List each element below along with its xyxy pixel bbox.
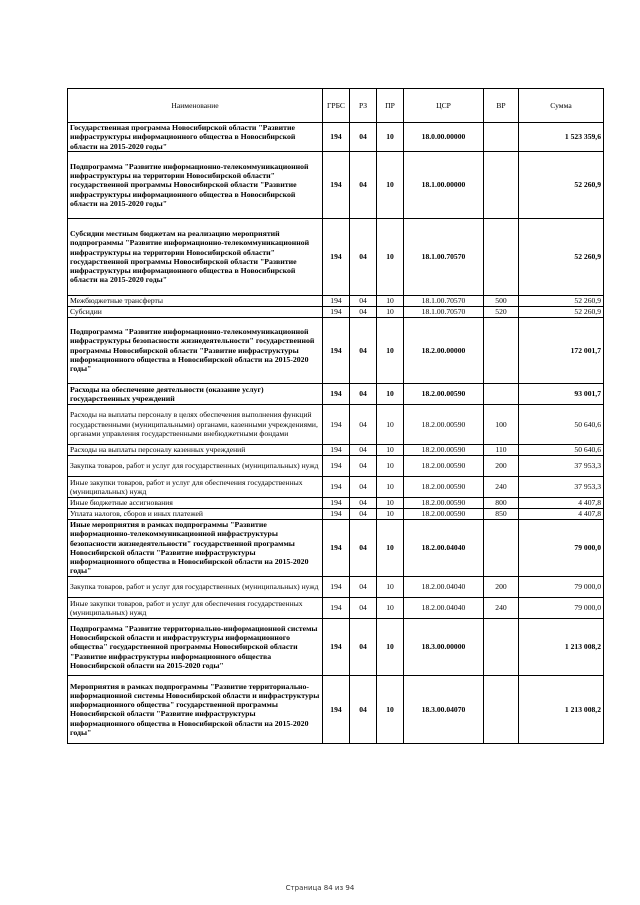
- cell-csr: 18.2.00.00590: [404, 455, 484, 476]
- cell-pr: 10: [377, 497, 404, 508]
- cell-grbs: 194: [323, 123, 350, 152]
- cell-csr: 18.2.00.04040: [404, 576, 484, 597]
- cell-pr: 10: [377, 519, 404, 576]
- cell-name: Субсидии местным бюджетам на реализацию мероприятий подпрограммы "Развитие информационно-телекоммуникационной инфраструктуры на территории Новосибирской области" государственной программы Новосибирской области "Развитие инфраструктуры информационного общества в Новосибирской области на 2015-2020 годы": [68, 218, 323, 295]
- cell-rz: 04: [350, 444, 377, 455]
- cell-csr: 18.2.00.00590: [404, 508, 484, 519]
- cell-csr: 18.2.00.00590: [404, 444, 484, 455]
- cell-csr: 18.2.00.00590: [404, 476, 484, 497]
- header-name: Наименование: [68, 89, 323, 123]
- cell-pr: 10: [377, 317, 404, 383]
- cell-rz: 04: [350, 618, 377, 675]
- cell-name: Закупка товаров, работ и услуг для государственных (муниципальных) нужд: [68, 455, 323, 476]
- cell-sum: 79 000,0: [519, 519, 604, 576]
- cell-pr: 10: [377, 508, 404, 519]
- table-row: [68, 455, 604, 476]
- cell-grbs: 194: [323, 508, 350, 519]
- cell-vr: [484, 123, 519, 152]
- header-rz: РЗ: [350, 89, 377, 123]
- cell-rz: 04: [350, 404, 377, 444]
- cell-pr: 10: [377, 597, 404, 618]
- cell-pr: 10: [377, 444, 404, 455]
- cell-name: Уплата налогов, сборов и иных платежей: [68, 508, 323, 519]
- table-row: [68, 519, 604, 576]
- cell-csr: 18.1.00.70570: [404, 306, 484, 317]
- table-row: [68, 618, 604, 675]
- cell-pr: 10: [377, 295, 404, 306]
- header-csr: ЦСР: [404, 89, 484, 123]
- cell-sum: 50 640,6: [519, 404, 604, 444]
- cell-name: Иные закупки товаров, работ и услуг для обеспечения государственных (муниципальных) нужд: [68, 597, 323, 618]
- cell-name: Субсидии: [68, 306, 323, 317]
- cell-rz: 04: [350, 455, 377, 476]
- cell-grbs: 194: [323, 295, 350, 306]
- cell-sum: 37 953,3: [519, 455, 604, 476]
- table-row: [68, 151, 604, 218]
- cell-grbs: 194: [323, 444, 350, 455]
- cell-pr: 10: [377, 306, 404, 317]
- cell-csr: 18.2.00.00000: [404, 317, 484, 383]
- cell-csr: 18.1.00.70570: [404, 218, 484, 295]
- header-pr: ПР: [377, 89, 404, 123]
- cell-vr: [484, 317, 519, 383]
- cell-rz: 04: [350, 306, 377, 317]
- cell-pr: 10: [377, 618, 404, 675]
- cell-rz: 04: [350, 497, 377, 508]
- table-row: [68, 404, 604, 444]
- cell-grbs: 194: [323, 317, 350, 383]
- table-row: [68, 444, 604, 455]
- cell-name: Иные мероприятия в рамках подпрограммы "Развитие информационно-телекоммуникационной инфраструктуры безопасности жизнедеятельности" государственной программы Новосибирской области "Развитие инфраструктуры информационного общества в Новосибирской области на 2015-2020 годы": [68, 519, 323, 576]
- cell-grbs: 194: [323, 476, 350, 497]
- cell-name: Межбюджетные трансферты: [68, 295, 323, 306]
- cell-csr: 18.3.00.04070: [404, 675, 484, 743]
- cell-rz: 04: [350, 476, 377, 497]
- table-row: [68, 675, 604, 743]
- cell-grbs: 194: [323, 218, 350, 295]
- cell-sum: 4 407,8: [519, 497, 604, 508]
- cell-name: Государственная программа Новосибирской области "Развитие инфраструктуры информационного общества в Новосибирской области на 2015-2020 годы": [68, 123, 323, 152]
- cell-sum: 50 640,6: [519, 444, 604, 455]
- cell-vr: [484, 151, 519, 218]
- cell-sum: 4 407,8: [519, 508, 604, 519]
- cell-pr: 10: [377, 576, 404, 597]
- cell-pr: 10: [377, 218, 404, 295]
- cell-name: Подпрограмма "Развитие территориально-информационной системы Новосибирской области и инфраструктуры информационного общества" государственной программы Новосибирской области "Развитие инфраструктуры информационного общества Новосибирской области на 2015-2020 годы": [68, 618, 323, 675]
- cell-sum: 52 260,9: [519, 218, 604, 295]
- cell-grbs: 194: [323, 455, 350, 476]
- cell-rz: 04: [350, 519, 377, 576]
- cell-rz: 04: [350, 508, 377, 519]
- header-grbs: ГРБС: [323, 89, 350, 123]
- cell-sum: 52 260,9: [519, 295, 604, 306]
- cell-name: Мероприятия в рамках подпрограммы "Развитие территориально-информационной системы Новосибирской области и инфраструктуры информационного общества" государственной программы Новосибирской области "Развитие инфраструктуры информационного общества в Новосибирской области на 2015-2020 годы": [68, 675, 323, 743]
- cell-pr: 10: [377, 675, 404, 743]
- cell-vr: 240: [484, 597, 519, 618]
- cell-pr: 10: [377, 123, 404, 152]
- cell-rz: 04: [350, 383, 377, 404]
- table-row: [68, 476, 604, 497]
- cell-pr: 10: [377, 476, 404, 497]
- cell-grbs: 194: [323, 576, 350, 597]
- header-sum: Сумма: [519, 89, 604, 123]
- table-row: [68, 508, 604, 519]
- cell-sum: 52 260,9: [519, 151, 604, 218]
- cell-csr: 18.2.00.04040: [404, 519, 484, 576]
- cell-name: Иные бюджетные ассигнования: [68, 497, 323, 508]
- cell-rz: 04: [350, 151, 377, 218]
- cell-csr: 18.2.00.00590: [404, 497, 484, 508]
- cell-sum: 172 001,7: [519, 317, 604, 383]
- cell-name: Расходы на выплаты персоналу в целях обеспечения выполнения функций государственными (муниципальными) органами, казенными учреждениями, органами управления государственными внебюджетными фондами: [68, 404, 323, 444]
- cell-vr: 240: [484, 476, 519, 497]
- cell-vr: 200: [484, 455, 519, 476]
- cell-sum: 79 000,0: [519, 597, 604, 618]
- cell-csr: 18.1.00.00000: [404, 151, 484, 218]
- cell-rz: 04: [350, 123, 377, 152]
- cell-sum: 37 953,3: [519, 476, 604, 497]
- page-number-footer: Страница 84 из 94: [285, 884, 355, 892]
- table-row: [68, 218, 604, 295]
- cell-pr: 10: [377, 151, 404, 218]
- table-header-row: [68, 89, 604, 123]
- cell-rz: 04: [350, 317, 377, 383]
- cell-sum: 93 001,7: [519, 383, 604, 404]
- cell-grbs: 194: [323, 597, 350, 618]
- cell-name: Подпрограмма "Развитие информационно-телекоммуникационной инфраструктуры безопасности жизнедеятельности" государственной программы Новосибирской области "Развитие инфраструктуры информационного общества в Новосибирской области на 2015-2020 годы": [68, 317, 323, 383]
- cell-sum: 79 000,0: [519, 576, 604, 597]
- cell-grbs: 194: [323, 383, 350, 404]
- cell-vr: 200: [484, 576, 519, 597]
- cell-csr: 18.1.00.70570: [404, 295, 484, 306]
- table-row: [68, 597, 604, 618]
- cell-rz: 04: [350, 675, 377, 743]
- cell-vr: [484, 383, 519, 404]
- cell-vr: [484, 218, 519, 295]
- cell-pr: 10: [377, 383, 404, 404]
- cell-vr: 500: [484, 295, 519, 306]
- budget-table: [67, 88, 604, 744]
- cell-rz: 04: [350, 597, 377, 618]
- table-row: [68, 306, 604, 317]
- cell-sum: 1 213 008,2: [519, 675, 604, 743]
- cell-name: Расходы на обеспечение деятельности (оказание услуг) государственных учреждений: [68, 383, 323, 404]
- cell-vr: [484, 519, 519, 576]
- cell-csr: 18.2.00.00590: [404, 383, 484, 404]
- table-body: [68, 123, 604, 744]
- table-row: [68, 497, 604, 508]
- cell-vr: [484, 618, 519, 675]
- cell-rz: 04: [350, 295, 377, 306]
- cell-grbs: 194: [323, 618, 350, 675]
- table-row: [68, 317, 604, 383]
- cell-rz: 04: [350, 576, 377, 597]
- cell-sum: 1 213 008,2: [519, 618, 604, 675]
- cell-csr: 18.2.00.00590: [404, 404, 484, 444]
- cell-pr: 10: [377, 404, 404, 444]
- cell-grbs: 194: [323, 306, 350, 317]
- cell-csr: 18.3.00.00000: [404, 618, 484, 675]
- cell-rz: 04: [350, 218, 377, 295]
- cell-vr: 110: [484, 444, 519, 455]
- cell-name: Подпрограмма "Развитие информационно-телекоммуникационной инфраструктуры на территории Новосибирской области" государственной программы Новосибирской области "Развитие инфраструктуры информационного общества в Новосибирской области на 2015-2020 годы": [68, 151, 323, 218]
- cell-name: Иные закупки товаров, работ и услуг для обеспечения государственных (муниципальных) нужд: [68, 476, 323, 497]
- header-vr: ВР: [484, 89, 519, 123]
- cell-vr: 800: [484, 497, 519, 508]
- cell-grbs: 194: [323, 519, 350, 576]
- cell-sum: 1 523 359,6: [519, 123, 604, 152]
- cell-vr: 520: [484, 306, 519, 317]
- cell-vr: [484, 675, 519, 743]
- cell-vr: 100: [484, 404, 519, 444]
- table-row: [68, 576, 604, 597]
- cell-csr: 18.2.00.04040: [404, 597, 484, 618]
- table-row: [68, 123, 604, 152]
- cell-grbs: 194: [323, 497, 350, 508]
- cell-name: Закупка товаров, работ и услуг для государственных (муниципальных) нужд: [68, 576, 323, 597]
- table-row: [68, 295, 604, 306]
- table-row: [68, 383, 604, 404]
- cell-grbs: 194: [323, 675, 350, 743]
- cell-name: Расходы на выплаты персоналу казенных учреждений: [68, 444, 323, 455]
- cell-sum: 52 260,9: [519, 306, 604, 317]
- cell-csr: 18.0.00.00000: [404, 123, 484, 152]
- cell-pr: 10: [377, 455, 404, 476]
- cell-vr: 850: [484, 508, 519, 519]
- cell-grbs: 194: [323, 151, 350, 218]
- cell-grbs: 194: [323, 404, 350, 444]
